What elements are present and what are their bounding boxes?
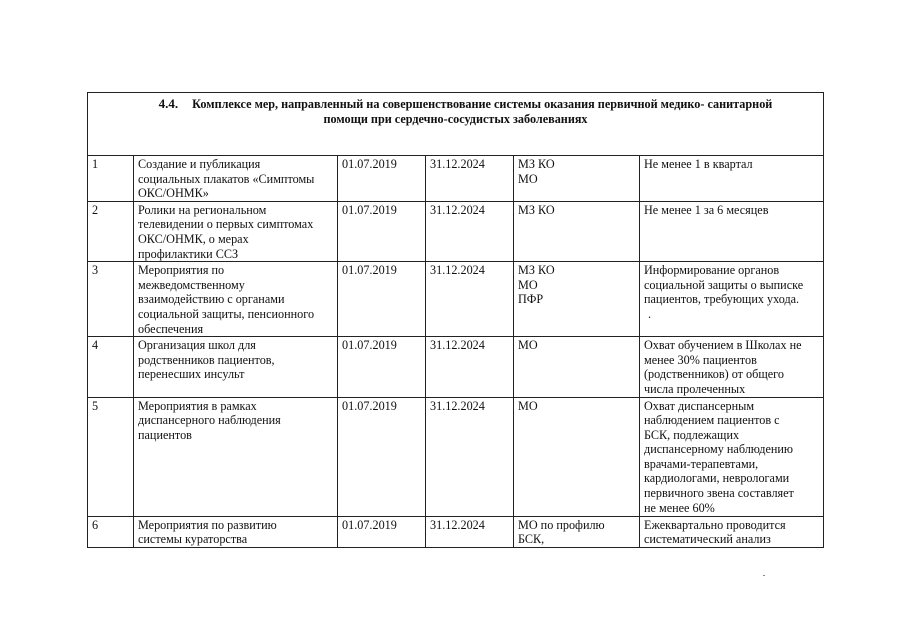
text-line: Организация школ для [138,338,256,353]
expected-result [640,156,824,202]
text-line: системы кураторства [138,532,248,547]
row-number: 4 [88,337,134,397]
text-line: МО [518,277,538,292]
text-line: Не менее 1 за 6 месяцев [644,202,769,217]
section-number: 4.4. [158,96,179,111]
section-title-line-1 [92,97,819,112]
text-line: Создание и публикация [138,157,261,171]
end-date: 31.12.2024 [426,337,514,397]
start-date: 01.07.2019 [338,337,426,397]
text-line: межведомственному [138,277,245,292]
text-line: пациентов, требующих ухода. [644,292,800,307]
text-line: взаимодействию с органами [138,292,285,307]
table-row [88,156,824,202]
text-line: телевидении о первых симптомах [138,217,314,232]
start-date: 01.07.2019 [338,397,426,516]
start-date: 01.07.2019 [338,516,426,547]
text-line: БСК, [518,532,545,547]
text-line: Информирование органов [644,263,780,278]
responsible [514,516,640,547]
section-title-line-2: помощи при сердечно-сосудистых заболеваниях [323,111,588,126]
text-line: МЗ КО [518,263,555,278]
text-line: ОКС/ОНМК, о мерах [138,231,249,246]
text-line: Не менее 1 в квартал [644,157,753,171]
row-number: 1 [88,156,134,202]
text-line: врачами-терапевтами, [644,456,759,471]
text-line: МО [518,398,538,413]
text-line: МО [518,338,538,353]
table-row [88,397,824,516]
responsible [514,201,640,261]
responsible [514,262,640,337]
text-line: профилактики ССЗ [138,246,239,261]
measure-name [134,516,338,547]
end-date: 31.12.2024 [426,201,514,261]
section-title-text-1: Комплексе мер, направленный на совершенствование системы оказания первичной медико- санитарной [192,97,773,111]
responsible [514,337,640,397]
responsible [514,156,640,202]
measure-name [134,262,338,337]
text-line: первичного звена составляет [644,486,794,501]
start-date: 01.07.2019 [338,201,426,261]
expected-result [640,397,824,516]
expected-result [640,262,824,337]
row-number: 5 [88,397,134,516]
expected-result [640,337,824,397]
text-line: родственников пациентов, [138,352,275,367]
measure-name [134,337,338,397]
start-date: 01.07.2019 [338,262,426,337]
text-line: пациентов [138,427,192,442]
row-number: 6 [88,516,134,547]
text-line: менее 30% пациентов [644,352,757,367]
table-row [88,516,824,547]
text-line: кардиологами, неврологами [644,471,790,486]
section-header-cell [88,93,824,156]
end-date: 31.12.2024 [426,156,514,202]
text-line: Мероприятия по развитию [138,517,277,532]
text-line: обеспечения [138,321,204,336]
table-row [88,262,824,337]
text-line: социальных плакатов «Симптомы [138,171,315,186]
text-line: числа пролеченных [644,381,746,396]
text-line: Охват диспансерным [644,398,755,413]
text-line: Ежеквартально проводится [644,517,786,532]
end-date: 31.12.2024 [426,516,514,547]
text-line: Охват обучением в Школах не [644,338,802,353]
text-line: Ролики на региональном [138,202,267,217]
text-line: БСК, подлежащих [644,427,740,442]
expected-result [640,516,824,547]
table-row [88,337,824,397]
text-line: не менее 60% [644,500,715,515]
measure-name [134,201,338,261]
text-line: Мероприятия по [138,263,225,278]
text-line: МЗ КО [518,202,555,217]
measure-name [134,156,338,202]
text-line: ПФР [518,292,544,307]
text-line: МО по профилю [518,517,605,532]
text-line: (родственников) от общего [644,367,784,382]
table-row [88,201,824,261]
measure-name [134,397,338,516]
text-line: систематический анализ [644,532,771,547]
text-line: МЗ КО [518,157,555,171]
measures-table [87,92,824,548]
text-line: диспансерному наблюдению [644,442,794,457]
row-number: 3 [88,262,134,337]
text-line: МО [518,171,538,186]
scan-speck [763,575,765,576]
text-line: социальной защиты о выписке [644,277,804,292]
text-line: диспансерного наблюдения [138,413,281,428]
text-line: . [648,306,652,321]
responsible [514,397,640,516]
text-line: социальной защиты, пенсионного [138,306,315,321]
text-line: перенесших инсульт [138,367,245,382]
text-line: ОКС/ОНМК» [138,186,209,201]
start-date: 01.07.2019 [338,156,426,202]
row-number: 2 [88,201,134,261]
end-date: 31.12.2024 [426,262,514,337]
expected-result [640,201,824,261]
section-header-row [88,93,824,156]
end-date: 31.12.2024 [426,397,514,516]
text-line: наблюдением пациентов с [644,413,780,428]
text-line: Мероприятия в рамках [138,398,257,413]
